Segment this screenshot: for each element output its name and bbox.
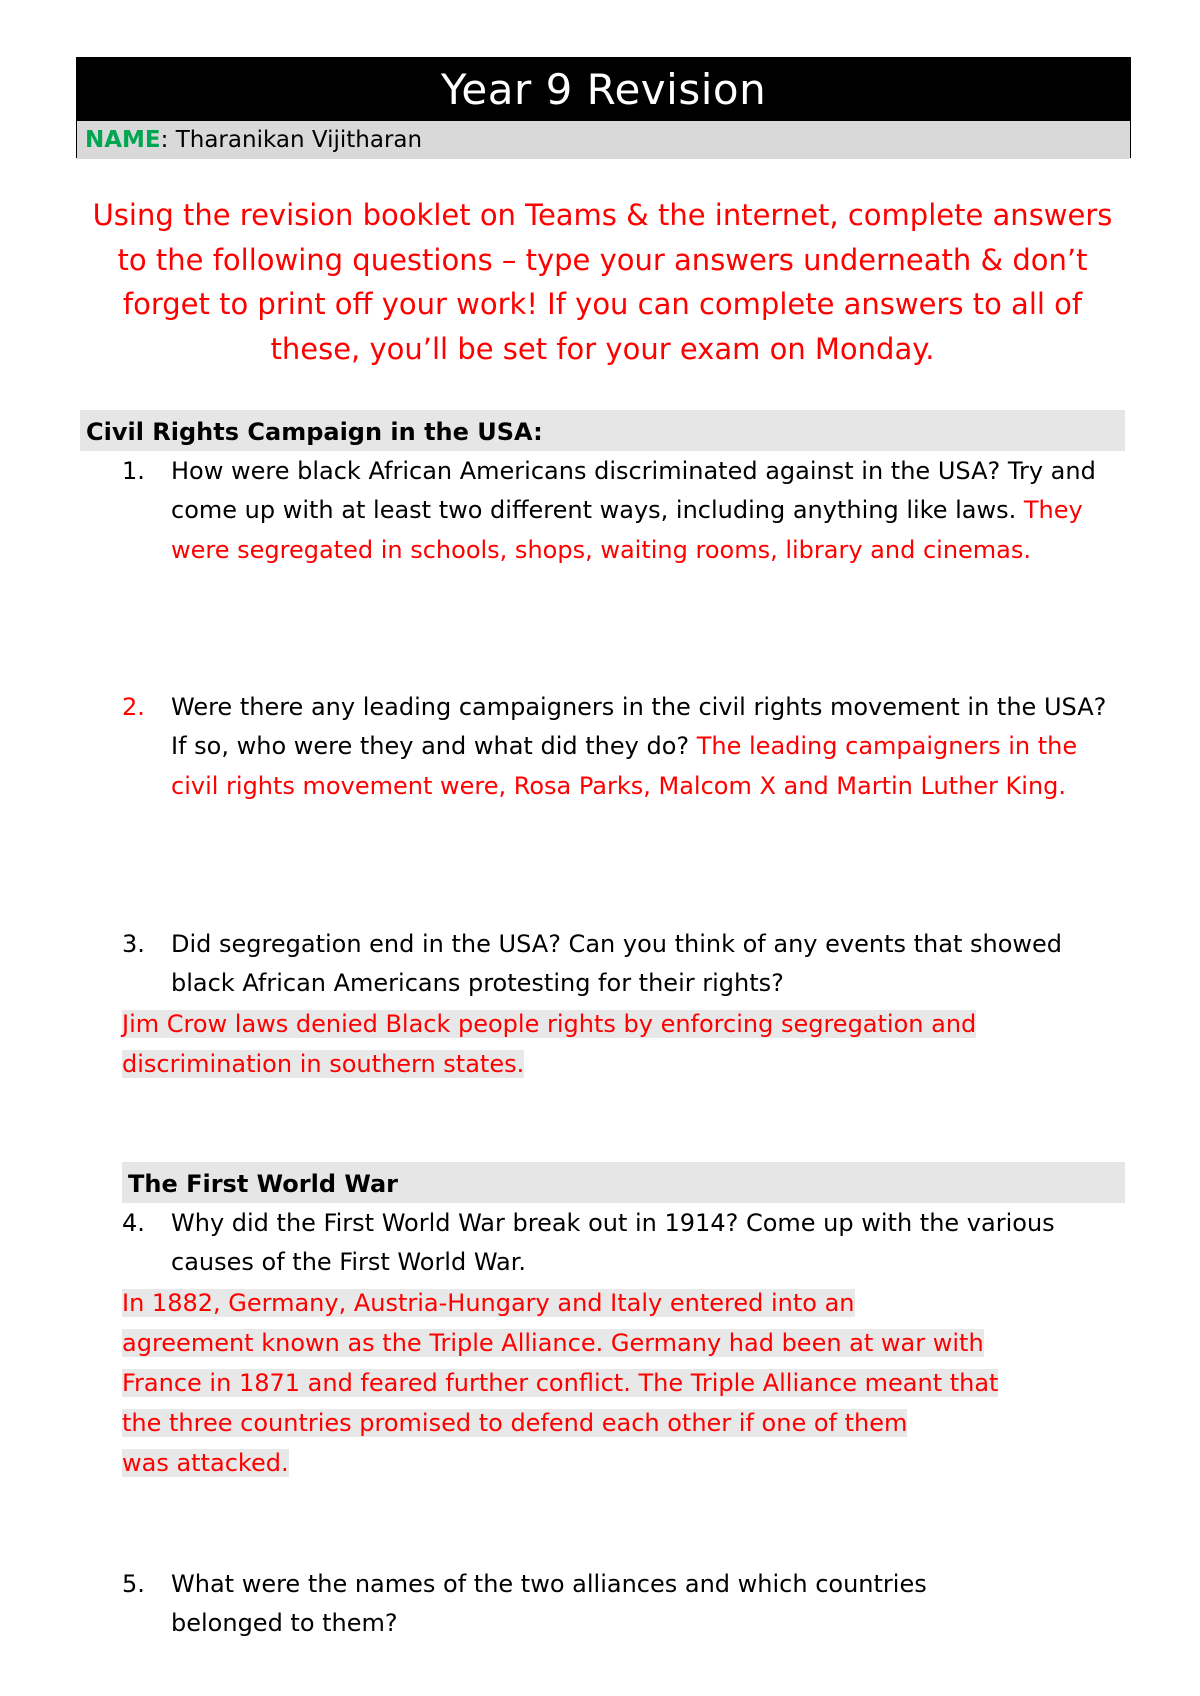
answer-line: France in 1871 and feared further conflict. The Triple Alliance meant that (122, 1369, 999, 1397)
answer-line: In 1882, Germany, Austria-Hungary and Italy entered into an (122, 1289, 855, 1317)
answer-line: agreement known as the Triple Alliance. Germany had been at war with (122, 1329, 984, 1357)
question-number: 4. (122, 1209, 145, 1237)
question-text: How were black African Americans discriminated against in the USA? Try and come up with at least two different ways, including anything like laws. (171, 457, 1096, 525)
question-number: 5. (122, 1570, 145, 1598)
answer-3 (122, 1004, 976, 1084)
question-text: Why did the First World War break out in 1914? Come up with the various causes of the First World War. (171, 1209, 1055, 1277)
question-text: Did segregation end in the USA? Can you think of any events that showed black African Americans protesting for their rights? (171, 930, 1063, 998)
answer-text: They were segregated in schools, shops, waiting rooms, library and cinemas. (171, 496, 1083, 564)
section-heading-civil-rights: Civil Rights Campaign in the USA: (80, 410, 1125, 451)
question-text: Were there any leading campaigners in the civil rights movement in the USA? If so, who were they and what did they do? (171, 693, 1107, 761)
question-number: 1. (122, 457, 145, 485)
title-box (76, 57, 1131, 158)
question-3 (122, 925, 1082, 1004)
answer-4 (122, 1283, 998, 1483)
answer-line: the three countries promised to defend each other if one of them (122, 1409, 908, 1437)
question-number: 2. (122, 693, 145, 721)
question-5 (122, 1565, 1022, 1644)
section-heading-first-world-war: The First World War (122, 1162, 1125, 1203)
answer-line: Jim Crow laws denied Black people rights by enforcing segregation and (122, 1010, 977, 1038)
question-text: What were the names of the two alliances and which countries belonged to them? (171, 1570, 927, 1638)
page-title: Year 9 Revision (77, 58, 1130, 120)
answer-line: was attacked. (122, 1449, 289, 1477)
question-number: 3. (122, 930, 145, 958)
instructions: Using the revision booklet on Teams & the internet, complete answers to the following questions – type your answers underneath & don’t forget to print off your work! If you can complete answers to all of these, you’ll be set for your exam on Monday. (92, 198, 1113, 366)
question-2 (122, 688, 1122, 806)
answer-line: discrimination in southern states. (122, 1050, 525, 1078)
name-row (77, 120, 1130, 159)
question-4 (122, 1204, 1082, 1283)
answer-text: The leading campaigners in the civil rights movement were, Rosa Parks, Malcom X and Martin Luther King. (171, 732, 1078, 800)
question-1 (122, 452, 1112, 570)
name-label: NAME (85, 127, 161, 153)
student-name: : Tharanikan Vijitharan (160, 127, 423, 153)
